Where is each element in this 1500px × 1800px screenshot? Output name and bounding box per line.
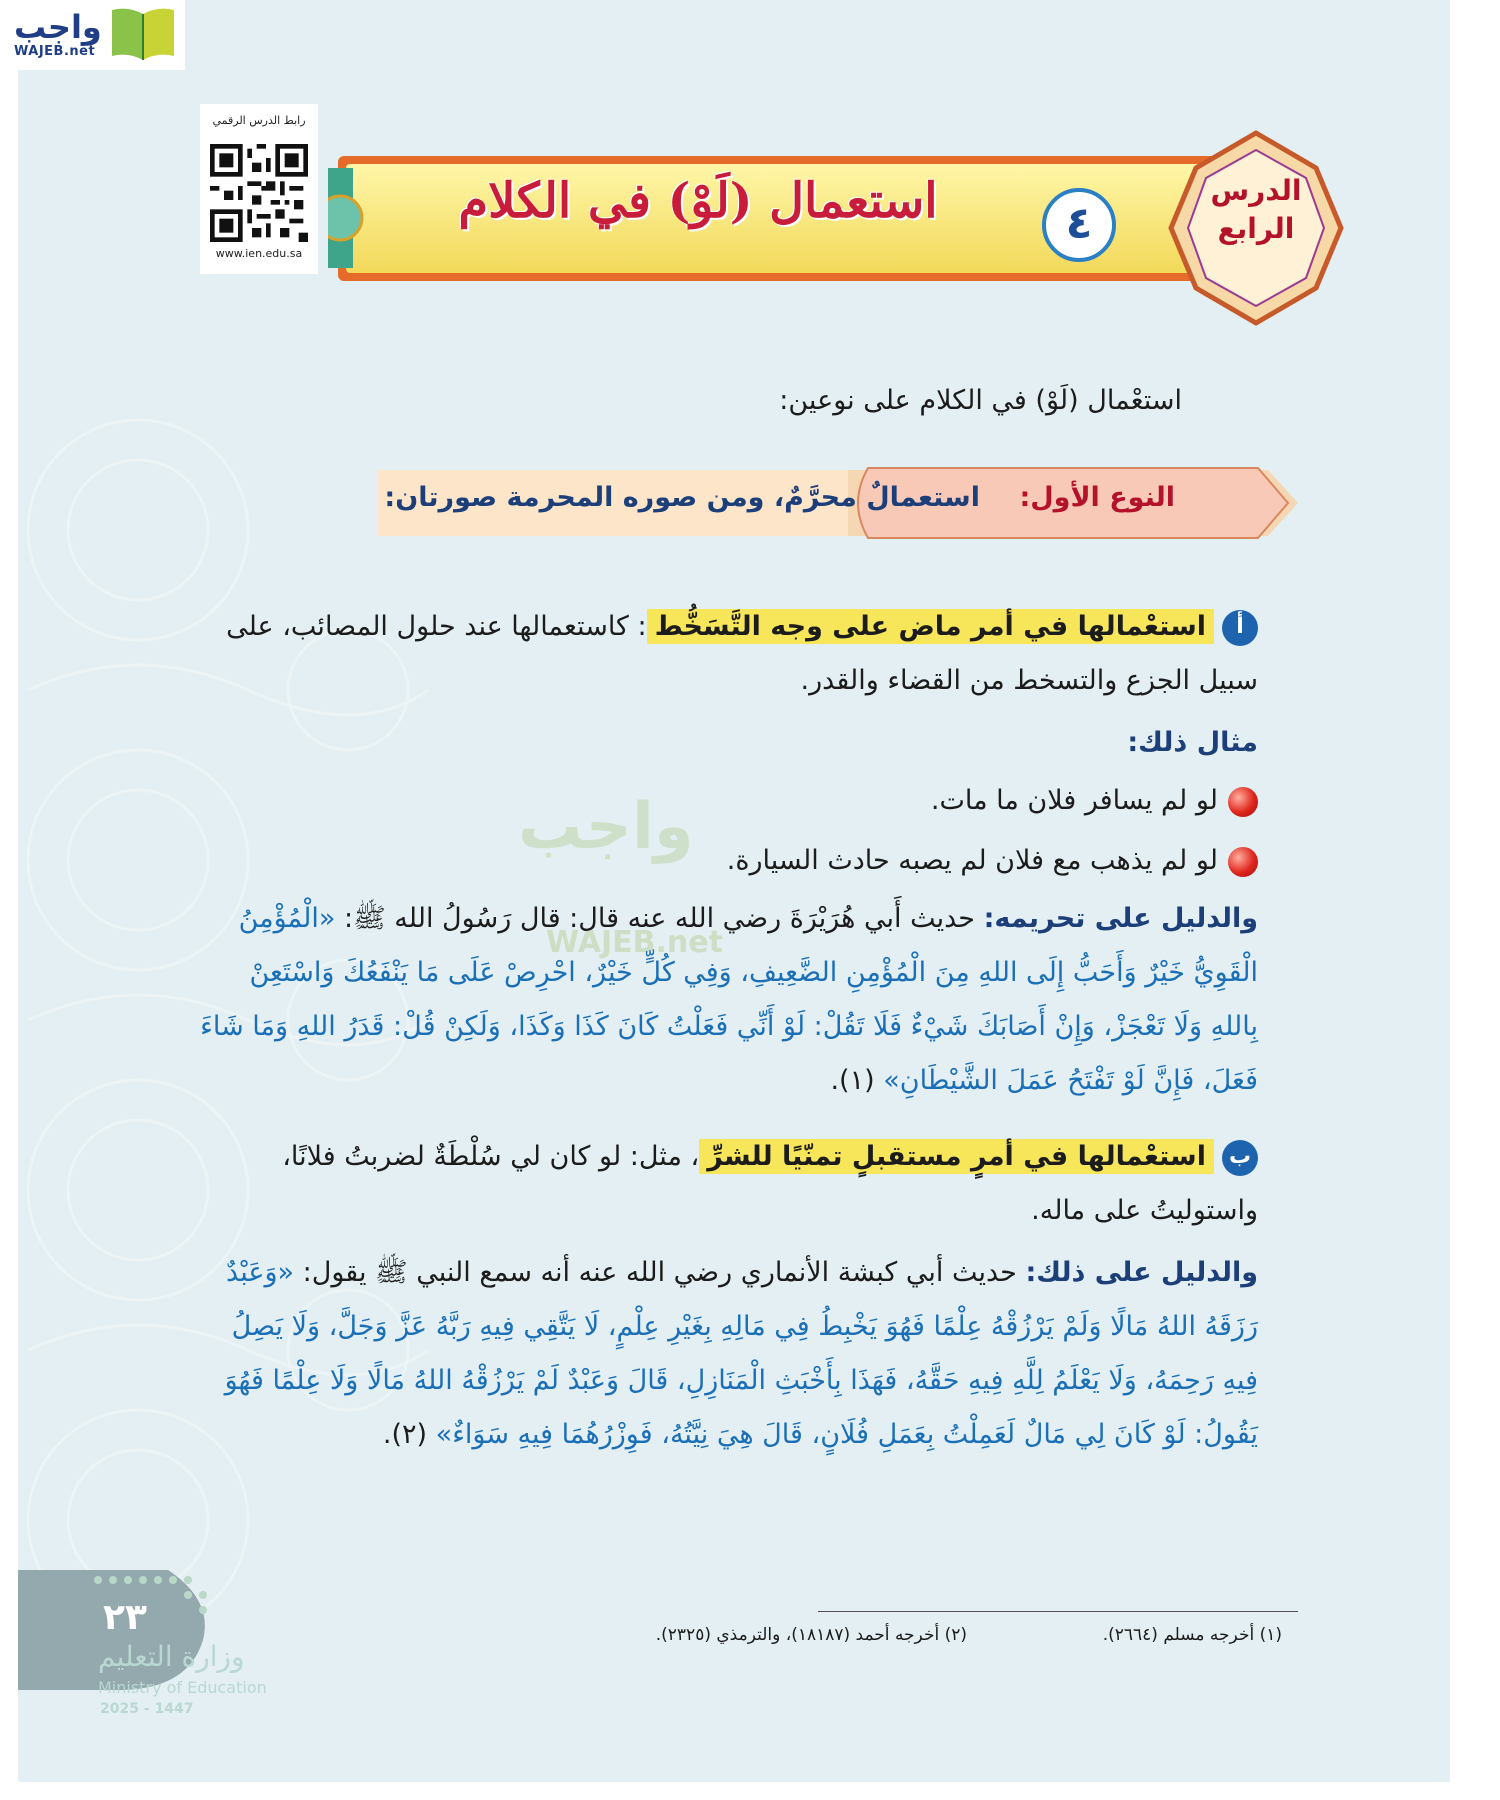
proof-1-label: والدليل على تحريمه:	[983, 903, 1258, 934]
proof-2-hadith: «وَعَبْدٌ رَزَقَهُ اللهُ مَالًا وَلَمْ يَرْزُقْهُ عِلْمًا فَهُوَ يَخْبِطُ فِي مَالِهِ بِغَيْرِ عِلْمٍ، لَا يَتَّقِي فِيهِ رَبَّهُ عَزَّ وَجَلَّ، وَلَا يَصِلُ فِيهِ رَحِمَهُ، وَلَا يَعْلَمُ لِلَّهِ فِيهِ حَقَّهُ، فَهَذَا بِأَخْبَثِ الْمَنَازِلِ، قَالَ وَعَبْدٌ لَمْ يَرْزُقْهُ اللهُ مَالًا وَلَا عِلْمًا فَهُوَ يَقُولُ: لَوْ كَانَ لِي مَالٌ لَعَمِلْتُ بِعَمَلِ فُلَانٍ، قَالَ هِيَ نِيَّتُهُ، فَوِزْرُهُمَا فِيهِ سَوَاءٌ»	[224, 1257, 1258, 1450]
book-icon	[108, 6, 178, 62]
type1-label: النوع الأول:	[1019, 482, 1175, 513]
qr-url[interactable]: www.ien.edu.sa	[215, 247, 303, 260]
proof-2-label: والدليل على ذلك:	[1025, 1257, 1258, 1288]
watermark-en: WAJEB.net	[546, 925, 723, 960]
proof-2	[196, 1246, 1258, 1462]
page-number: ٢٣	[103, 1597, 147, 1638]
lesson-badge	[1196, 172, 1316, 248]
example-label	[196, 716, 1258, 770]
proof-1	[196, 892, 1258, 1108]
footnote-1: (١) أخرجه مسلم (٢٦٦٤).	[1102, 1625, 1282, 1645]
example-item	[196, 774, 1258, 828]
intro-text: استعْمال (لَوْ) في الكلام على نوعين:	[779, 385, 1182, 416]
proof-1-intro: حديث أَبي هُرَيْرَةَ رضي الله عنه قال: قال رَسُولُ الله ﷺ:	[344, 903, 975, 934]
badge-line1: الدرس	[1210, 174, 1302, 207]
section-a	[196, 600, 1258, 708]
bullet-dot-icon	[1228, 787, 1258, 817]
footnote-divider	[818, 1611, 1298, 1612]
qr-label: رابط الدرس الرقمي	[212, 114, 306, 127]
brand-logo[interactable]	[0, 0, 185, 70]
section-b-letter: ب	[1222, 1140, 1258, 1176]
section-a-letter: أ	[1222, 610, 1258, 646]
example-item-1: لو لم يسافر فلان ما مات.	[930, 785, 1218, 816]
textbook-page	[18, 0, 1450, 1782]
section-b-text: ، مثل: لو كان لي سُلْطَةٌ لضربتُ فلانًا، واستوليتُ على ماله.	[282, 1141, 1258, 1226]
watermark-ar: واجب	[518, 790, 694, 864]
type1-desc: استعمالٌ محرَّمٌ، ومن صوره المحرمة صورتان:	[384, 482, 980, 513]
example-item-2: لو لم يذهب مع فلان لم يصبه حادث السيارة.	[726, 845, 1218, 876]
proof-2-ref: (٢).	[382, 1419, 428, 1450]
proof-1-hadith: «الْمُؤْمِنُ الْقَوِيُّ خَيْرٌ وَأَحَبُّ إِلَى اللهِ مِنَ الْمُؤْمِنِ الضَّعِيفِ، وَفِي كُلٍّ خَيْرٌ، احْرِصْ عَلَى مَا يَنْفَعُكَ وَاسْتَعِنْ بِاللهِ وَلَا تَعْجَزْ، وَإِنْ أَصَابَكَ شَيْءٌ فَلَا تَقُلْ: لَوْ أَنِّي فَعَلْتُ كَانَ كَذَا وَكَذَا، وَلَكِنْ قُلْ: قَدَرُ اللهِ وَمَا شَاءَ فَعَلَ، فَإِنَّ لَوْ تَفْتَحُ عَمَلَ الشَّيْطَانِ»	[200, 903, 1258, 1096]
badge-line2: الرابع	[1217, 212, 1295, 245]
ministry-name-ar: وزارة التعليم	[98, 1640, 245, 1673]
footnote-2: (٢) أخرجه أحمد (١٨١٨٧)، والترمذي (٢٣٢٥).	[655, 1625, 967, 1645]
brand-sub: WAJEB.net	[14, 44, 96, 59]
section-a-text: : كاستعمالها عند حلول المصائب، على سبيل الجزع والتسخط من القضاء والقدر.	[226, 611, 1258, 696]
example-item	[196, 834, 1258, 888]
lesson-number: ٤	[1042, 188, 1116, 262]
section-b-heading: استعْمالها في أمرٍ مستقبلٍ تمنّيًا للشرِّ	[699, 1139, 1214, 1174]
section-a-heading: استعْمالها في أمر ماض على وجه التَّسَخُّط	[647, 609, 1214, 644]
proof-1-ref: (١).	[830, 1065, 875, 1096]
section-b	[196, 1130, 1258, 1238]
lesson-title: استعمال (لَوْ) في الكلام	[458, 173, 938, 229]
proof-2-intro: حديث أبي كبشة الأنماري رضي الله عنه أنه سمع النبي ﷺ يقول:	[302, 1257, 1017, 1288]
bullet-dot-icon	[1228, 847, 1258, 877]
example-label-text: مثال ذلك:	[1127, 727, 1258, 758]
ministry-name-en: Ministry of Education	[98, 1678, 267, 1697]
qr-code-icon[interactable]	[210, 144, 308, 242]
brand-name: واجب	[14, 8, 102, 46]
qr-card[interactable]	[200, 104, 318, 274]
ministry-year: 2025 - 1447	[100, 1701, 194, 1717]
